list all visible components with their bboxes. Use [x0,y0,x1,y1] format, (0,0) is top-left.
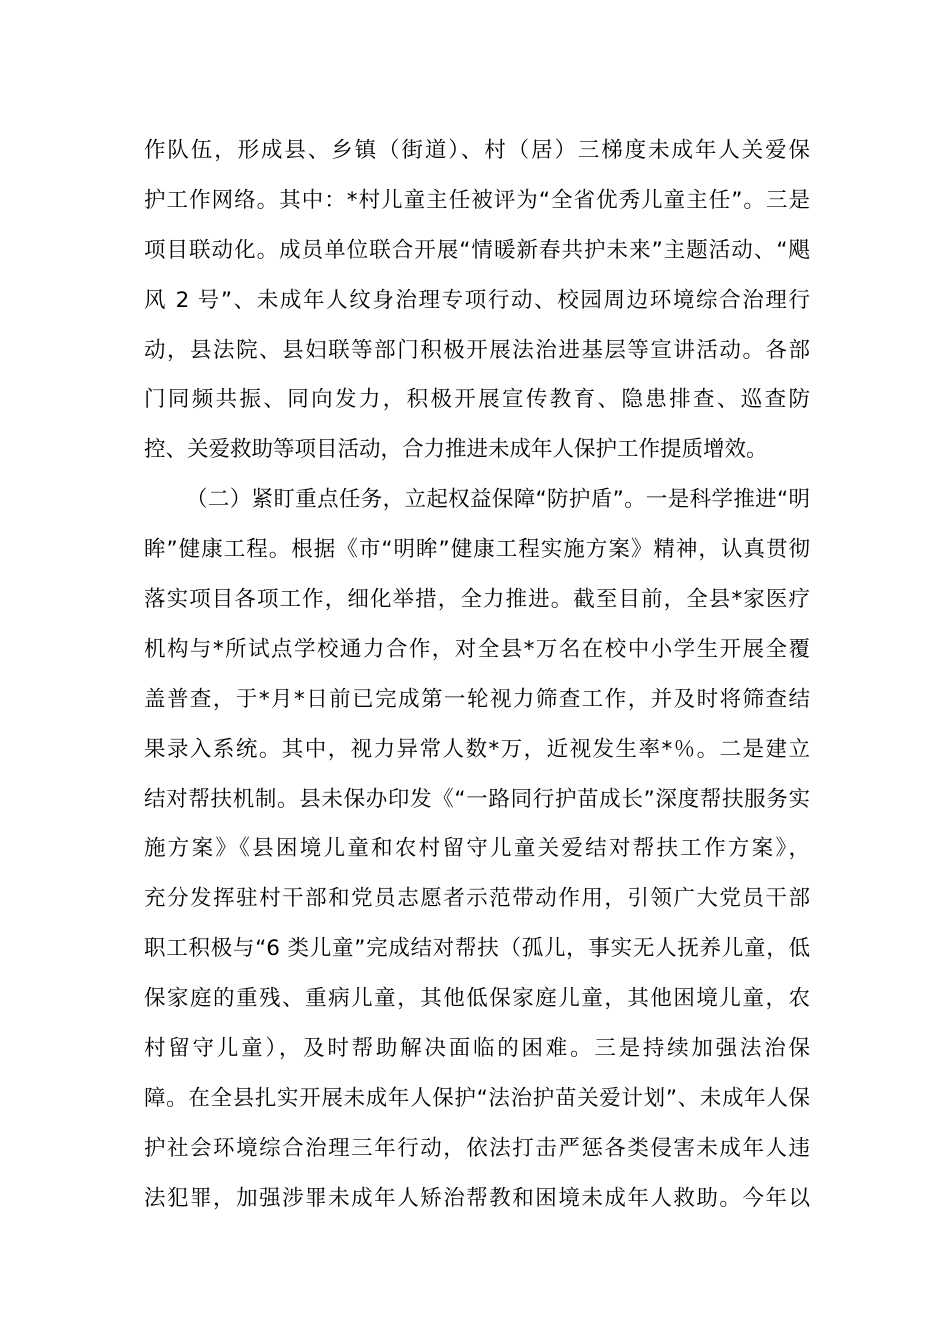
text-line: 落实项目各项工作，细化举措，全力推进。截至目前，全县*家医疗 [144,587,810,613]
text-line: 保家庭的重残、重病儿童，其他低保家庭儿童，其他困境儿童，农 [144,986,810,1012]
text-line: 充分发挥驻村干部和党员志愿者示范带动作用，引领广大党员干部 [144,886,810,912]
text-line: 风 2 号”、未成年人纹身治理专项行动、校园周边环境综合治理行 [144,287,810,313]
text-line: 法犯罪，加强涉罪未成年人矫治帮教和困境未成年人救助。今年以 [144,1185,810,1211]
text-line: 机构与*所试点学校通力合作，对全县*万名在校中小学生开展全覆 [144,636,810,662]
text-line: 村留守儿童），及时帮助解决面临的困难。三是持续加强法治保 [144,1036,810,1062]
section-heading-line: （二）紧盯重点任务，立起权益保障“防护盾”。一是科学推进“明 [186,487,810,513]
text-line: 盖普查，于*月*日前已完成第一轮视力筛查工作，并及时将筛查结 [144,686,810,712]
text-line: 作队伍，形成县、乡镇（街道）、村（居）三梯度未成年人关爱保 [144,138,810,163]
text-line: 果录入系统。其中，视力异常人数*万，近视发生率*％。二是建立 [144,736,810,762]
text-line: 施方案》《县困境儿童和农村留守儿童关爱结对帮扶工作方案》， [144,836,810,862]
text-line: 眸”健康工程。根据《市“明眸”健康工程实施方案》精神，认真贯彻 [144,537,810,563]
text-line: 职工积极与“6 类儿童”完成结对帮扶（孤儿，事实无人抚养儿童，低 [144,936,810,962]
text-line: 障。在全县扎实开展未成年人保护“法治护苗关爱计划”、未成年人保 [144,1085,810,1111]
text-line: 护社会环境综合治理三年行动，依法打击严惩各类侵害未成年人违 [144,1135,810,1161]
text-line: 门同频共振、同向发力，积极开展宣传教育、隐患排查、巡查防 [144,387,810,413]
body-text [144,126,810,1224]
text-line: 项目联动化。成员单位联合开展“情暖新春共护未来”主题活动、“飓 [144,237,810,263]
text-line: 控、关爱救助等项目活动，合力推进未成年人保护工作提质增效。 [144,437,768,463]
text-line: 动，县法院、县妇联等部门积极开展法治进基层等宣讲活动。各部 [144,337,810,363]
text-line: 结对帮扶机制。县未保办印发《“一路同行护苗成长”深度帮扶服务实 [144,786,810,812]
text-line: 护工作网络。其中：*村儿童主任被评为“全省优秀儿童主任”。三是 [144,187,810,213]
